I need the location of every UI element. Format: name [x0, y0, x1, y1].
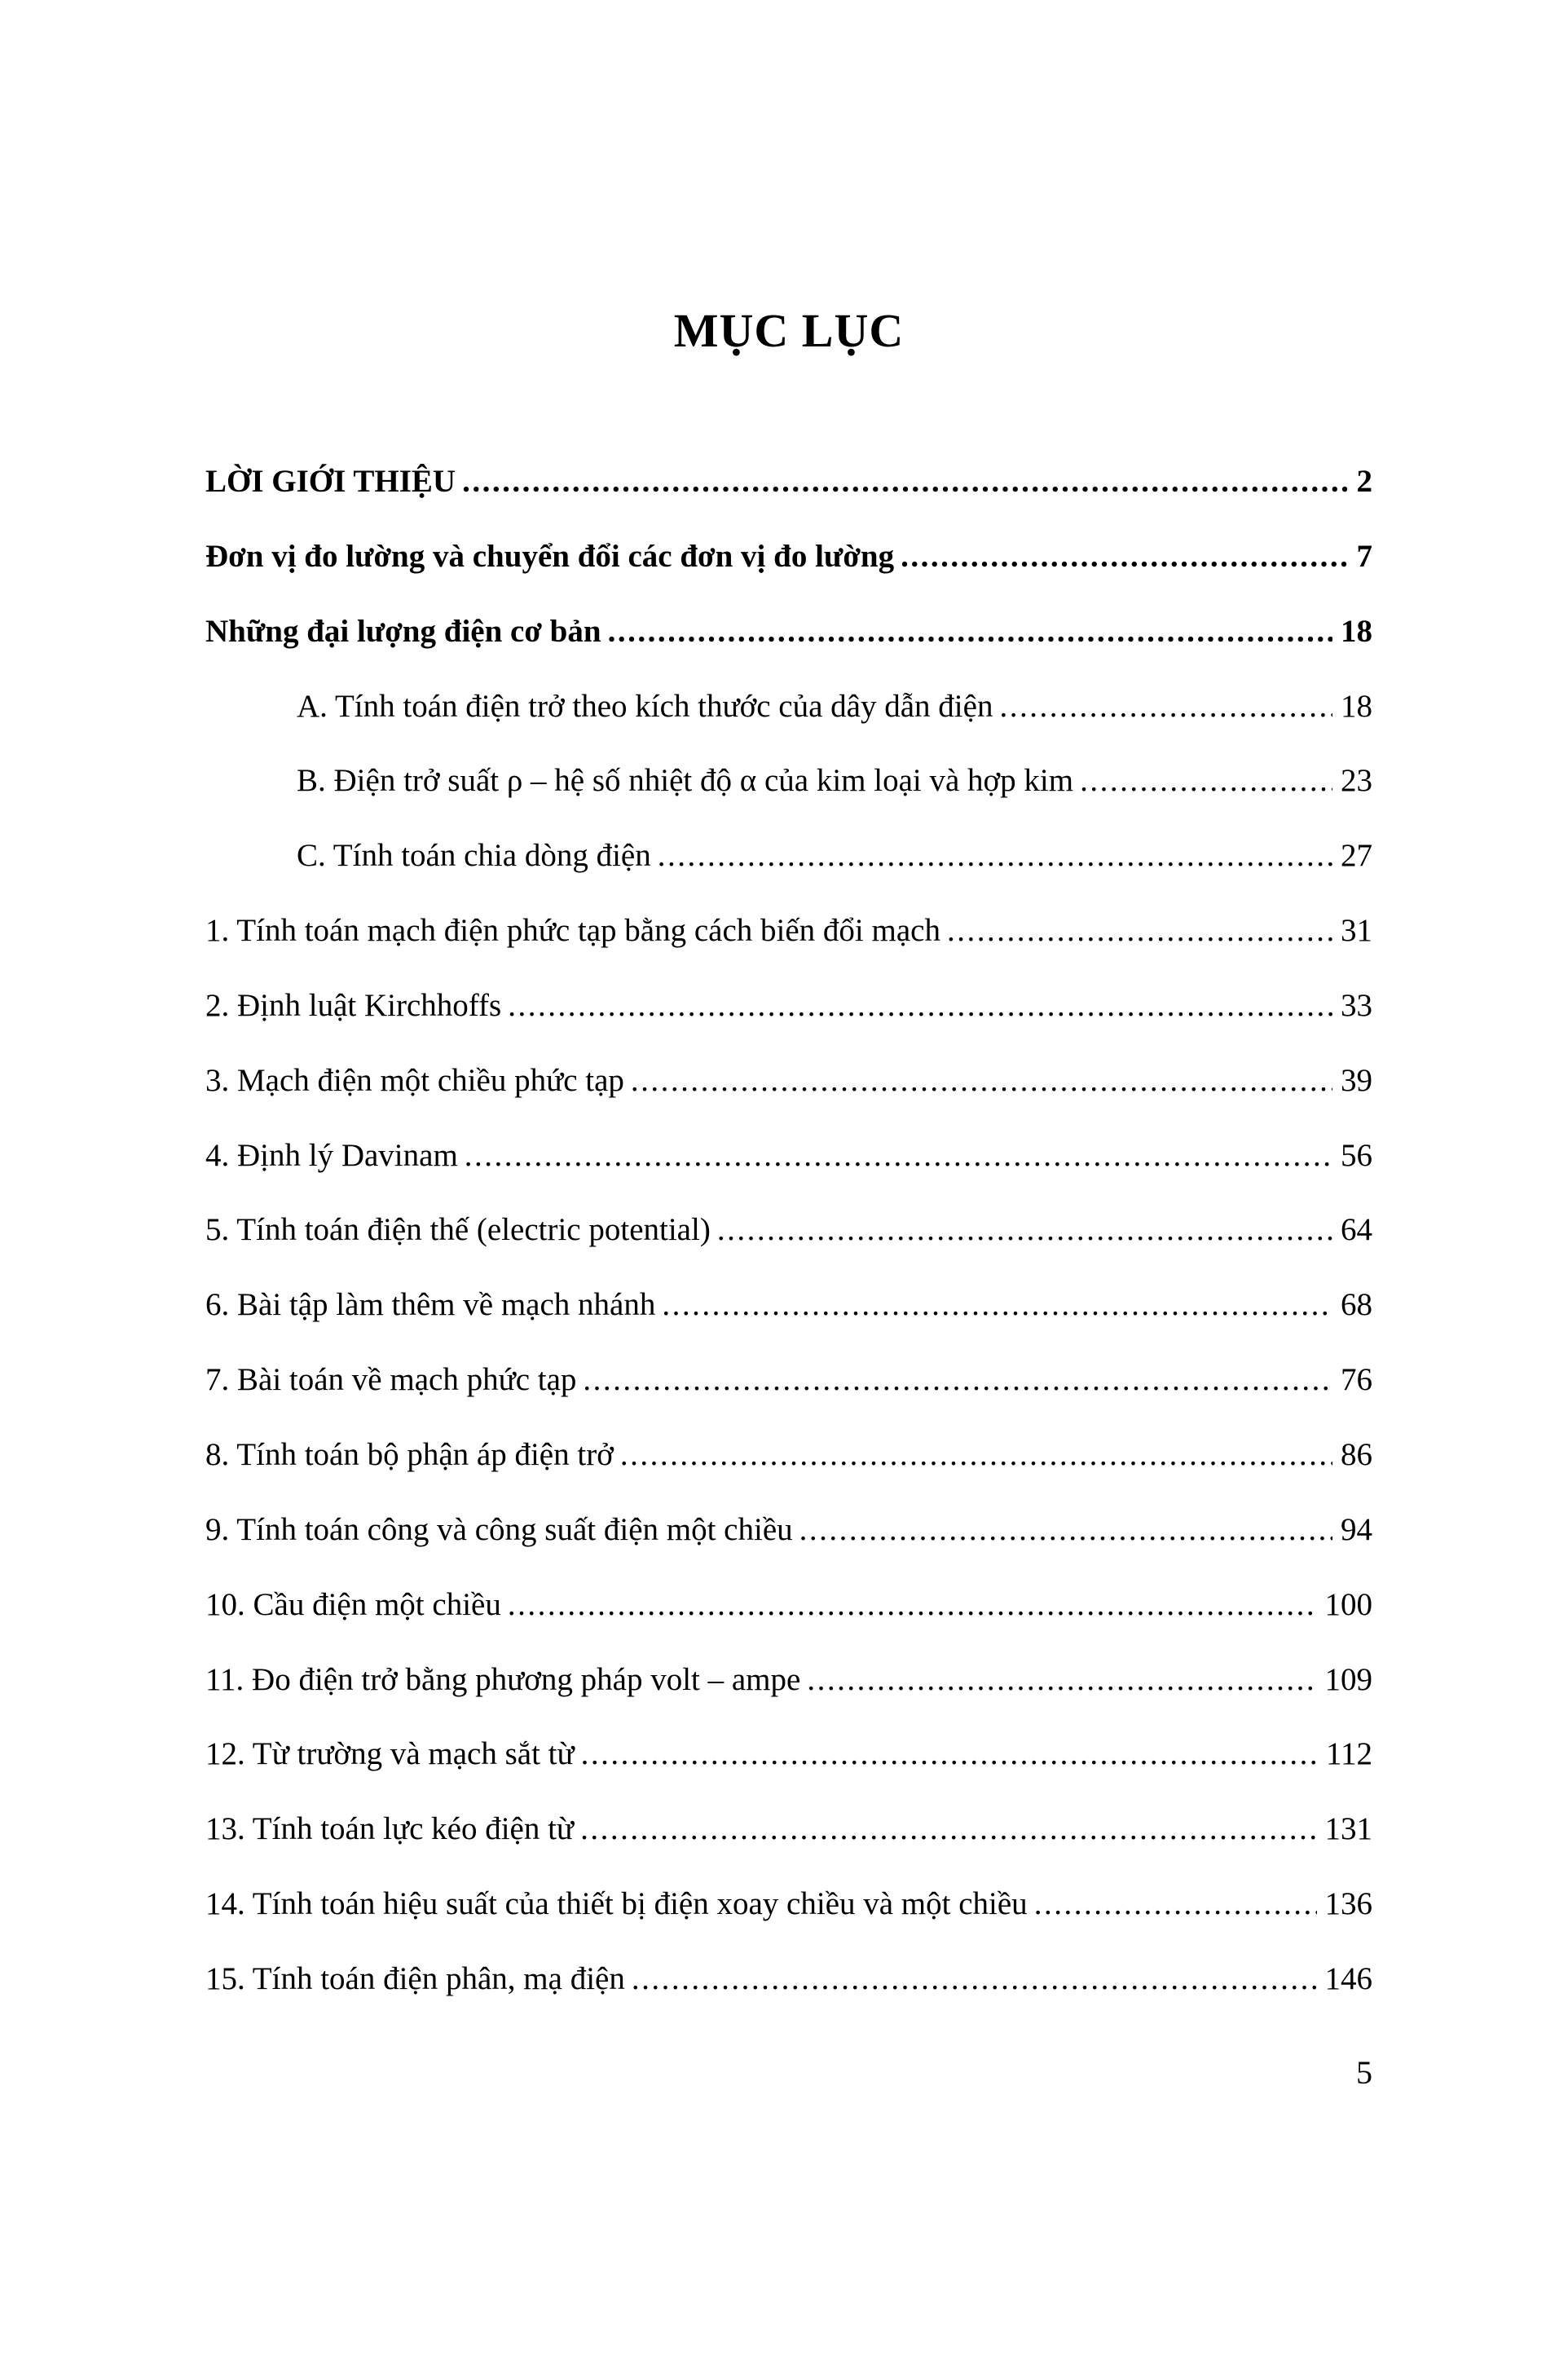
toc-entry-label: Đơn vị đo lường và chuyển đổi các đơn vị đo lường	[205, 538, 895, 574]
toc-dot-leader	[508, 1587, 1317, 1624]
toc-entry	[205, 763, 1372, 800]
toc-entry-label: 12. Từ trường và mạch sắt từ	[205, 1736, 575, 1772]
toc-entry-label: 2. Định luật Kirchhoffs	[205, 987, 502, 1023]
toc-entry-label: 3. Mạch điện một chiều phức tạp	[205, 1062, 624, 1098]
toc-dot-leader	[620, 1437, 1332, 1474]
toc-entry-label: 15. Tính toán điện phân, mạ điện	[205, 1960, 625, 1996]
table-of-contents	[205, 464, 1372, 1998]
toc-dot-leader	[658, 838, 1332, 875]
toc-entry-page-number: 136	[1324, 1886, 1372, 1922]
toc-dot-leader	[662, 1287, 1332, 1324]
toc-dot-leader	[947, 913, 1332, 950]
toc-entry	[205, 614, 1372, 650]
toc-dot-leader	[581, 1736, 1318, 1773]
toc-entry	[205, 988, 1372, 1025]
toc-entry	[205, 1437, 1372, 1474]
toc-dot-leader	[1080, 763, 1332, 800]
toc-dot-leader	[901, 539, 1348, 575]
toc-entry-page-number: 146	[1324, 1960, 1372, 1996]
toc-entry-page-number: 7	[1356, 538, 1372, 574]
toc-entry-label: 14. Tính toán hiệu suất của thiết bị điện xoay chiều và một chiều	[205, 1886, 1028, 1922]
toc-entry-page-number: 131	[1324, 1811, 1372, 1847]
toc-entry-label: 13. Tính toán lực kéo điện từ	[205, 1811, 575, 1847]
toc-entry-page-number: 64	[1341, 1212, 1372, 1248]
toc-entry-page-number: 109	[1324, 1661, 1372, 1697]
toc-entry	[205, 1811, 1372, 1848]
toc-dot-leader	[580, 1811, 1316, 1848]
toc-entry-label: 4. Định lý Davinam	[205, 1137, 458, 1173]
toc-dot-leader	[799, 1512, 1332, 1549]
toc-entry-label: C. Tính toán chia dòng điện	[297, 838, 651, 874]
toc-entry	[205, 1587, 1372, 1624]
toc-entry-page-number: 39	[1341, 1062, 1372, 1098]
toc-dot-leader	[807, 1662, 1316, 1699]
toc-entry-page-number: 86	[1341, 1436, 1372, 1472]
toc-dot-leader	[631, 1063, 1332, 1100]
toc-entry-label: B. Điện trở suất ρ – hệ số nhiệt độ α của kim loại và hợp kim	[297, 763, 1074, 799]
toc-entry-page-number: 100	[1324, 1586, 1372, 1622]
toc-entry-page-number: 76	[1341, 1362, 1372, 1398]
toc-entry-label: A. Tính toán điện trở theo kích thước của dây dẫn điện	[297, 688, 993, 724]
toc-entry-label: 10. Cầu điện một chiều	[205, 1586, 501, 1622]
toc-dot-leader	[462, 464, 1348, 500]
toc-entry-page-number: 18	[1341, 688, 1372, 724]
toc-entry	[205, 1362, 1372, 1399]
toc-entry	[205, 1662, 1372, 1699]
toc-dot-leader	[1034, 1886, 1317, 1923]
toc-entry-page-number: 68	[1341, 1287, 1372, 1323]
toc-entry	[205, 1287, 1372, 1324]
toc-entry	[205, 1063, 1372, 1100]
toc-entry	[205, 1138, 1372, 1175]
toc-dot-leader	[583, 1362, 1332, 1399]
toc-entry-label: 11. Đo điện trở bằng phương pháp volt – ampe	[205, 1661, 801, 1697]
toc-entry-label: 1. Tính toán mạch điện phức tạp bằng cách biến đổi mạch	[205, 913, 940, 949]
toc-entry-label: 7. Bài toán về mạch phức tạp	[205, 1362, 577, 1398]
toc-entry-label: Những đại lượng điện cơ bản	[205, 613, 601, 649]
toc-entry-page-number: 18	[1341, 613, 1372, 649]
toc-entry	[205, 1512, 1372, 1549]
toc-dot-leader	[717, 1212, 1332, 1249]
toc-dot-leader	[632, 1961, 1317, 1998]
page-number: 5	[1356, 2053, 1372, 2091]
toc-entry	[205, 1886, 1372, 1923]
toc-dot-leader	[999, 689, 1332, 725]
toc-entry-page-number: 23	[1341, 763, 1372, 799]
toc-dot-leader	[608, 614, 1332, 650]
toc-entry	[205, 838, 1372, 875]
toc-dot-leader	[508, 988, 1332, 1025]
toc-entry	[205, 464, 1372, 500]
toc-entry-label: 5. Tính toán điện thế (electric potential)	[205, 1212, 711, 1248]
toc-entry-page-number: 112	[1325, 1736, 1372, 1772]
toc-entry	[205, 1736, 1372, 1773]
toc-entry-page-number: 27	[1341, 838, 1372, 874]
toc-entry-label: 6. Bài tập làm thêm về mạch nhánh	[205, 1287, 656, 1323]
toc-entry-page-number: 56	[1341, 1137, 1372, 1173]
toc-entry-label: LỜI GIỚI THIỆU	[205, 464, 456, 499]
toc-entry-label: 9. Tính toán công và công suất điện một chiều	[205, 1511, 793, 1547]
toc-entry-page-number: 94	[1341, 1511, 1372, 1547]
toc-entry-label: 8. Tính toán bộ phận áp điện trở	[205, 1436, 614, 1472]
page-title: MỤC LỤC	[673, 304, 905, 357]
toc-entry	[205, 1961, 1372, 1998]
toc-entry	[205, 689, 1372, 725]
toc-entry-page-number: 31	[1341, 913, 1372, 949]
toc-entry-page-number: 2	[1356, 464, 1372, 499]
toc-entry	[205, 913, 1372, 950]
toc-dot-leader	[465, 1138, 1332, 1175]
toc-entry	[205, 539, 1372, 575]
toc-entry	[205, 1212, 1372, 1249]
toc-entry-page-number: 33	[1341, 987, 1372, 1023]
